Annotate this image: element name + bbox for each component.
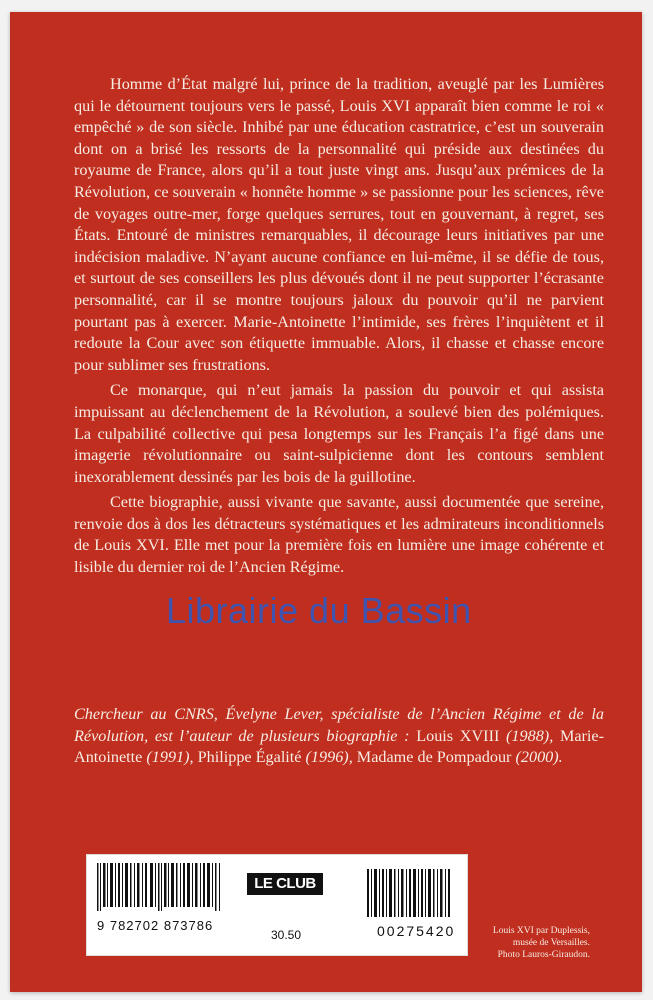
blurb-paragraph-1: Homme d’État malgré lui, prince de la tradition, aveuglé par les Lumières qui le détournent toujours vers le passé, Louis XVI apparaît bien comme le roi « empêché » de son siècle. Inhibé par une éducation castratrice, c’est un souverain dont on a brisé les ressorts de la personnalité qui préside aux destinées du royaume de France, alors qu’il a tout juste vingt ans. Jusqu’aux prémices de la Révolution, ce souverain « honnête homme » se passionne pour les sciences, rêve de voyages outre-mer, forge quelques serrures, tout en gouvernant, à regret, ses États. Entouré de ministres remarquables, il décourage leurs initiatives par une indécision maladive. N’ayant aucune confiance en lui-même, il se défie de tous, et surtout de ses conseillers les plus dévoués dont il ne peut supporter l’écrasante personnalité, car il se montre toujours jaloux du pouvoir qu’il ne parvient pourtant pas à exercer. Marie-Antoinette l’intimide, ses frères l’inquiètent et il redoute la Cour avec son étiquette immuable. Alors, il chasse et chasse encore pour sublimer ses frustrations. xyxy=(74,75,604,374)
book-title-2: Marie-Antoinette xyxy=(74,726,604,767)
ean-number: 9 782702 873786 xyxy=(97,918,214,933)
author-intro: Chercheur au CNRS, Évelyne Lever, spécialiste de l’Ancien Régime et de la Révolution, est l’auteur de plusieurs biographie : xyxy=(74,705,604,745)
credit-line-3: Photo Lauros-Giraudon. xyxy=(497,950,590,960)
publisher-logo: LE CLUB xyxy=(247,873,323,895)
book-year-2: (1991), xyxy=(146,748,198,767)
price-label: 30.50 xyxy=(271,928,302,942)
book-title-4: Madame de Pompadour xyxy=(356,748,516,767)
book-year-3: (1996), xyxy=(305,748,357,767)
stock-number: 00275420 xyxy=(377,923,456,939)
blurb-text xyxy=(74,74,604,583)
ean-barcode-icon xyxy=(95,863,225,911)
book-year-1: (1988), xyxy=(506,726,560,745)
watermark-text: Librairie du Bassin xyxy=(166,590,472,631)
credit-line-1: Louis XVI par Duplessis, xyxy=(492,926,590,936)
book-title-3: Philippe Égalité xyxy=(197,748,306,767)
photo-credit xyxy=(480,925,590,961)
credit-line-2: musée de Versailles. xyxy=(512,938,590,948)
author-note xyxy=(74,704,604,769)
book-back-cover xyxy=(10,12,642,992)
blurb-paragraph-2: Ce monarque, qui n’eut jamais la passion du pouvoir et qui assista impuissant au déclenchement de la Révolution, a soulevé bien des polémiques. La culpabilité collective qui pesa longtemps sur les Français l’a figé dans une imagerie révolutionnaire ou saint-sulpicienne dont les contours semblent inexorablement dessinés par les bois de la guillotine. xyxy=(74,381,604,486)
stock-barcode-icon xyxy=(367,869,453,917)
book-year-4: (2000). xyxy=(515,748,563,767)
blurb-paragraph-3: Cette biographie, aussi vivante que savante, aussi documentée que sereine, renvoie dos à dos les détracteurs systématiques et les admirateurs inconditionnels de Louis XVI. Elle met pour la première fois en lumière une image cohérente et lisible du dernier roi de l’Ancien Régime. xyxy=(74,493,604,577)
book-title-1: Louis XVIII xyxy=(416,726,507,745)
barcode-panel xyxy=(86,854,468,956)
